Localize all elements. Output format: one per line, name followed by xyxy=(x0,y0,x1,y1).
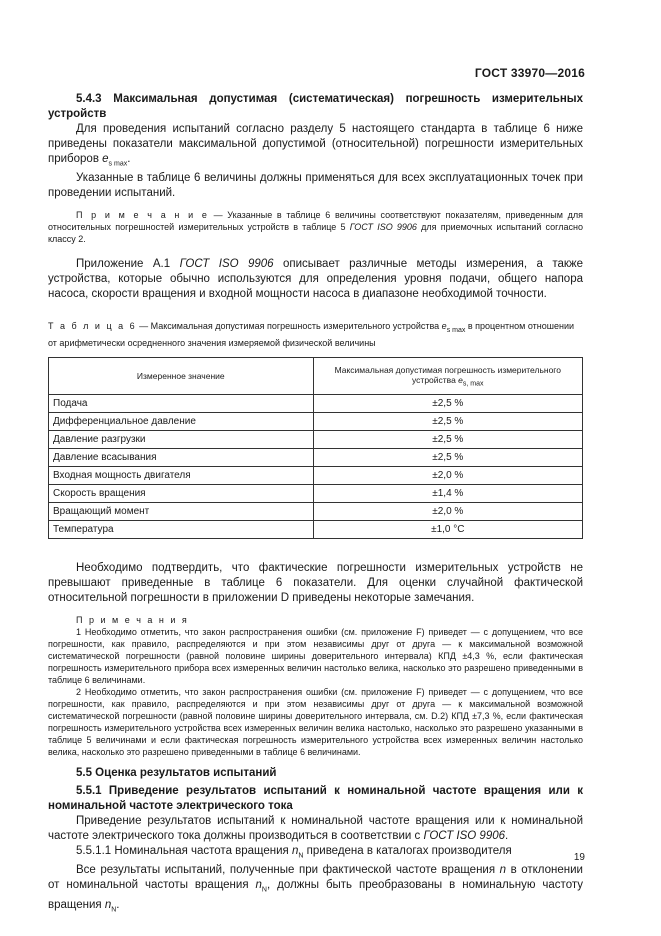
para1-symbol: e xyxy=(102,153,109,165)
column-header-subscript: s, max xyxy=(462,380,484,388)
conversion-subscript-3: N xyxy=(111,905,117,913)
column-header-measured: Измеренное значение xyxy=(49,358,314,395)
column-header-symbol: e xyxy=(458,374,463,385)
conversion-symbol-2: n xyxy=(255,879,262,892)
row-tolerance: ±2,0 % xyxy=(313,467,582,485)
row-tolerance: ±2,5 % xyxy=(313,395,582,413)
item-subscript: N xyxy=(298,852,304,860)
table-row xyxy=(49,485,583,503)
conversion-end: . xyxy=(116,898,120,911)
table-caption-symbol: e xyxy=(441,321,447,332)
appendix-reference: ГОСТ ISO 9906 xyxy=(179,258,274,271)
para1-subscript: s max xyxy=(108,160,128,168)
row-quantity: Подача xyxy=(49,395,314,413)
table-row xyxy=(49,395,583,413)
para1-end: . xyxy=(127,153,131,165)
conversion-text-b: в отклонении от номинальной частоты вращения xyxy=(48,864,583,892)
row-tolerance: ±1,4 % xyxy=(313,485,582,503)
table-6-caption xyxy=(48,320,583,349)
table-row xyxy=(49,521,583,539)
table-caption-label: Т а б л и ц а 6 xyxy=(48,321,137,332)
row-quantity: Температура xyxy=(49,521,314,539)
section-5-5-1-1 xyxy=(48,844,583,863)
row-quantity: Входная мощность двигателя xyxy=(49,467,314,485)
para1-text: Для проведения испытаний согласно разделу 5 настоящего стандарта в таблице 6 ниже приведены показатели максимальной допустимой (относительной) погрешности измерительных приборов xyxy=(48,123,583,165)
section-5-5-1-title: 5.5.1 Приведение результатов испытаний к номинальной частоте вращения или к номинальной частоте электрического тока xyxy=(48,785,583,813)
row-quantity: Давление всасывания xyxy=(49,449,314,467)
section-5-5-1-para xyxy=(48,814,583,844)
conversion-text-a: Все результаты испытаний, полученные при фактической частоте вращения xyxy=(76,864,500,877)
conversion-symbol-1: n xyxy=(499,864,507,877)
confirmation-paragraph: Необходимо подтвердить, что фактические погрешности измерительных устройств не превышают приведенные в таблице 6 показатели. Для оценки случайной фактической относительной погрешности в приложении D приведены некоторые замечания. xyxy=(48,562,583,605)
section-5-5-1-text: Приведение результатов испытаний к номинальной частоте вращения или к номинальной частоте электрического тока должны производиться в соответствии с xyxy=(48,815,583,843)
document-id: ГОСТ 33970—2016 xyxy=(474,66,585,80)
row-tolerance: ±2,5 % xyxy=(313,413,582,431)
section-5-4-3-title: 5.4.3 Максимальная допустимая (систематическая) погрешность измерительных устройств xyxy=(48,93,583,120)
table-caption-text-end: в процентном отношении от арифметически осредненного значения измеряемой физической величины xyxy=(48,321,574,349)
conversion-subscript-2: N xyxy=(261,886,267,894)
row-tolerance: ±2,0 % xyxy=(313,503,582,521)
table-caption-text: — Максимальная допустимая погрешность измерительного устройства xyxy=(136,321,442,332)
appendix-text: Приложение А.1 xyxy=(76,258,180,271)
section-5-4-3-para1 xyxy=(48,122,583,171)
column-header-tolerance-text: Максимальная допустимая погрешность измерительного устройства xyxy=(334,364,561,385)
page-content xyxy=(48,92,583,917)
note-paragraph xyxy=(48,209,583,245)
table-row xyxy=(49,449,583,467)
column-header-tolerance xyxy=(313,358,582,395)
conversion-symbol-3: n xyxy=(104,898,112,911)
row-quantity: Давление разгрузки xyxy=(49,431,314,449)
row-quantity: Дифференциальное давление xyxy=(49,413,314,431)
notes-label-text: П р и м е ч а н и я xyxy=(76,615,189,626)
appendix-paragraph xyxy=(48,257,583,302)
table-header-row xyxy=(49,358,583,395)
item-symbol: n xyxy=(291,845,299,858)
row-tolerance: ±2,5 % xyxy=(313,431,582,449)
row-tolerance: ±1,0 °C xyxy=(313,521,582,539)
row-tolerance: ±2,5 % xyxy=(313,449,582,467)
section-5-4-3-para2: Указанные в таблице 6 величины должны применяться для всех эксплуатационных точек при проведении испытаний. xyxy=(48,172,583,200)
row-quantity: Вращающий момент xyxy=(49,503,314,521)
table-row xyxy=(49,413,583,431)
note-text-end: для приемочных испытаний согласно классу 2. xyxy=(48,222,583,245)
table-row xyxy=(49,431,583,449)
note-1: 1 Необходимо отметить, что закон распространения ошибки (см. приложение F) приведет — с допущением, что все погрешности, как правило, распределяются и при этом независимы друг от друга — к максимальной возможной систематической погрешности (равной половине ширины доверительного интервала) КПД ±4,3 %, если фактическая погрешность измерительного прибора всех измеренных величин настолько велика, насколько это разрешено приведенными в таблице 6 величинами. xyxy=(48,627,583,686)
page-number: 19 xyxy=(573,852,585,863)
note-2: 2 Необходимо отметить, что закон распространения ошибки (см. приложение F) приведет — с допущением, что все погрешности, как правило, распределяются и при этом независимы друг от друга — к максимальной возможной систематической погрешности (равной половине ширины доверительного интервала, см. D.2) КПД ±7,3 %, если фактическая погрешность измерительного устройства всех измеренных величин велика настолько, насколько это разрешено указанными в таблице 5 величинами и если фактическая погрешность измерительного устройства всех измеренных величин настолько велика, насколько это разрешено приведенными в таблице 6 величинами. xyxy=(48,687,583,758)
table-row xyxy=(49,467,583,485)
row-quantity: Скорость вращения xyxy=(49,485,314,503)
conversion-paragraph xyxy=(48,863,583,917)
note-text: — Указанные в таблице 6 величины соответствуют показателям, приведенным для относительных погрешностей измерительных устройств в таблице 5 xyxy=(48,210,583,233)
section-5-5-1-end: . xyxy=(505,830,509,843)
conversion-text-c: , должны быть преобразованы в номинальную частоту вращения xyxy=(48,879,583,911)
table-6 xyxy=(48,357,583,539)
table-row xyxy=(49,503,583,521)
item-text: 5.5.1.1 Номинальная частота вращения xyxy=(76,845,292,858)
section-5-5-title: 5.5 Оценка результатов испытаний xyxy=(76,767,277,780)
appendix-text-end: описывает различные методы измерения, а также устройства, которые обычно используются для определения уровня подачи, общего напора насоса, скорости вращения и входной мощности насоса в диапазоне необходимой точности. xyxy=(48,258,583,301)
section-5-5-1-reference: ГОСТ ISO 9906 xyxy=(423,830,506,843)
table-caption-subscript: s max xyxy=(446,327,466,335)
item-text-end: приведена в каталогах производителя xyxy=(303,845,512,858)
note-reference: ГОСТ ISO 9906 xyxy=(349,222,417,233)
notes-label xyxy=(48,614,583,626)
note-label: П р и м е ч а н и е xyxy=(76,210,209,221)
